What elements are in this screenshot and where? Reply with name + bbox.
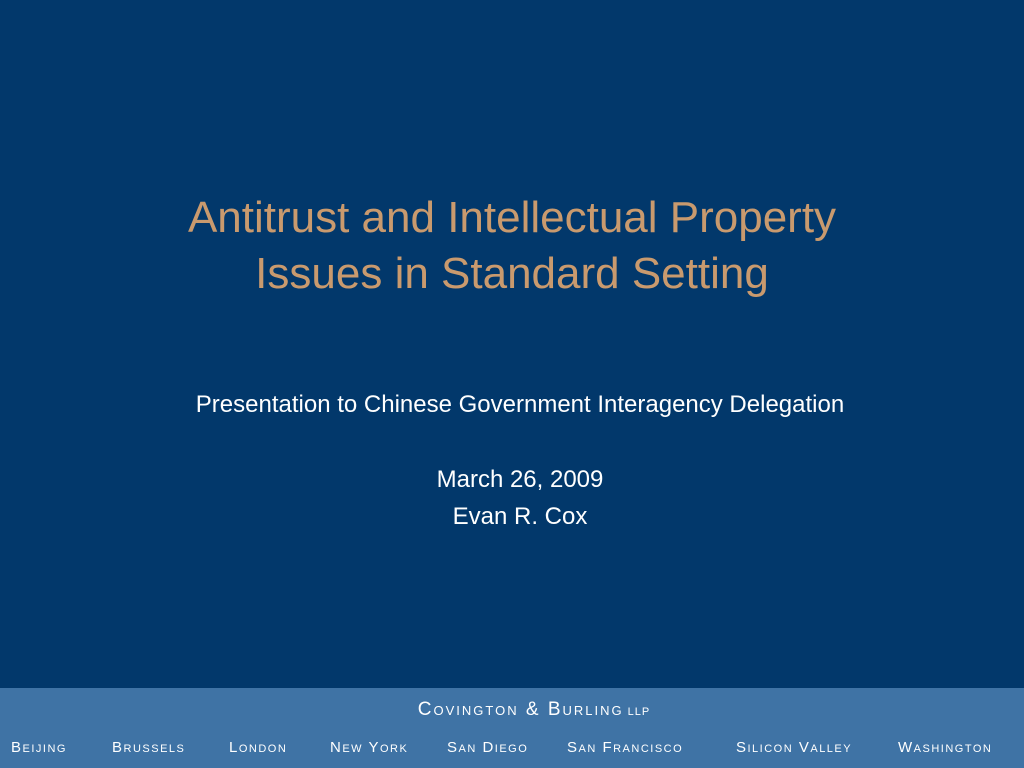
title-line-1: Antitrust and Intellectual Property (187, 193, 837, 242)
slide-title (0, 190, 1024, 302)
office-san-diego: San Diego (447, 739, 529, 756)
office-beijing: Beijing (11, 739, 67, 756)
presentation-date: March 26, 2009 (436, 466, 604, 493)
presenter-name: Evan R. Cox (452, 503, 588, 530)
office-washington: Washington (898, 739, 993, 756)
slide-subtitle: Presentation to Chinese Government Interagency Delegation (195, 391, 845, 418)
office-brussels: Brussels (112, 739, 186, 756)
firm-suffix: LLP (627, 706, 651, 718)
office-san-francisco: San Francisco (567, 739, 684, 756)
office-silicon-valley: Silicon Valley (736, 739, 853, 756)
office-london: London (229, 739, 288, 756)
office-list (0, 736, 1024, 760)
firm-name (0, 696, 1024, 726)
firm-name-text: Covington & Burling (417, 699, 624, 720)
office-new-york: New York (330, 739, 409, 756)
title-line-2: Issues in Standard Setting (255, 249, 769, 298)
